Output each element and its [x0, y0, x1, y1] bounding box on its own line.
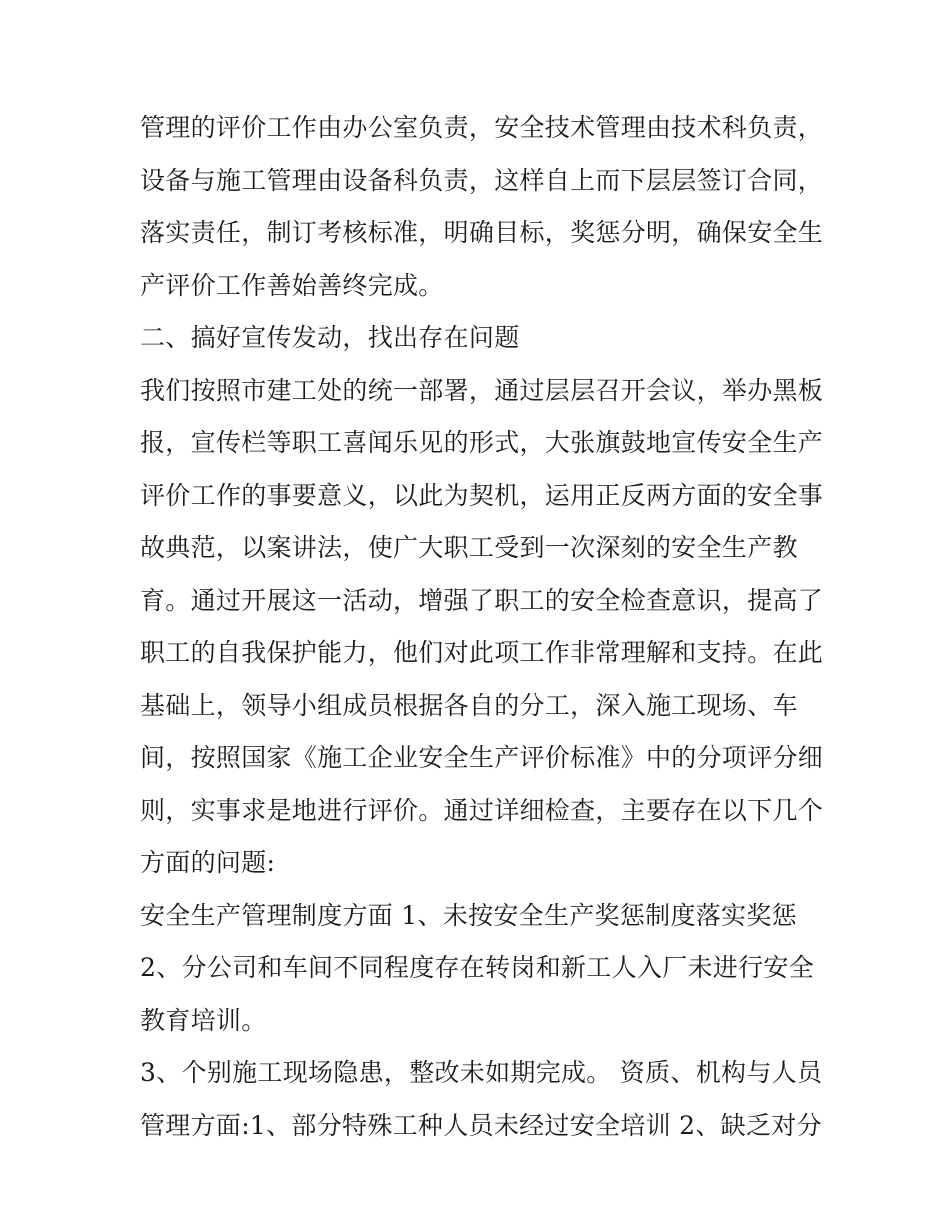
text-line: 评价工作的事要意义，以此为契机，运用正反两方面的安全事 — [140, 480, 824, 510]
text-line: 2、分公司和车间不同程度存在转岗和新工人入厂未进行安全 — [140, 953, 815, 982]
text-line: 3、个别施工现场隐患，整改未如期完成。 资质、机构与人员 — [140, 1058, 823, 1087]
text-line: 产评价工作善始善终完成。 — [140, 270, 444, 300]
body-text — [140, 102, 824, 1152]
text-line: 方面的问题: — [140, 848, 276, 877]
text-line: 管理方面:1、部分特殊工种人员未经过安全培训 2、缺乏对分 — [140, 1110, 822, 1140]
text-line: 职工的自我保护能力，他们对此项工作非常理解和支持。在此 — [140, 638, 824, 667]
text-line: 安全生产管理制度方面 1、未按安全生产奖惩制度落实奖惩 — [140, 900, 797, 930]
text-line: 故典范，以案讲法，使广大职工受到一次深刻的安全生产教 — [140, 533, 798, 562]
text-line: 设备与施工管理由设备科负责，这样自上而下层层签订合同， — [140, 165, 824, 195]
text-line: 管理的评价工作由办公室负责，安全技术管理由技术科负责， — [140, 113, 824, 142]
text-line: 育。通过开展这一活动，增强了职工的安全检查意识，提高了 — [140, 585, 824, 615]
text-line: 我们按照市建工处的统一部署，通过层层召开会议，举办黑板 — [140, 375, 824, 405]
text-line: 则，实事求是地进行评价。通过详细检查，主要存在以下几个 — [140, 795, 824, 825]
text-line: 教育培训。 — [140, 1005, 267, 1035]
text-line: 基础上，领导小组成员根据各自的分工，深入施工现场、车 — [140, 690, 798, 720]
text-line: 报，宣传栏等职工喜闻乐见的形式，大张旗鼓地宣传安全生产 — [140, 428, 824, 457]
text-line: 落实责任，制订考核标准，明确目标，奖惩分明，确保安全生 — [140, 218, 824, 247]
section-heading: 二、搞好宣传发动，找出存在问题 — [140, 323, 520, 352]
text-line: 间，按照国家《施工企业安全生产评价标准》中的分项评分细 — [140, 743, 824, 772]
